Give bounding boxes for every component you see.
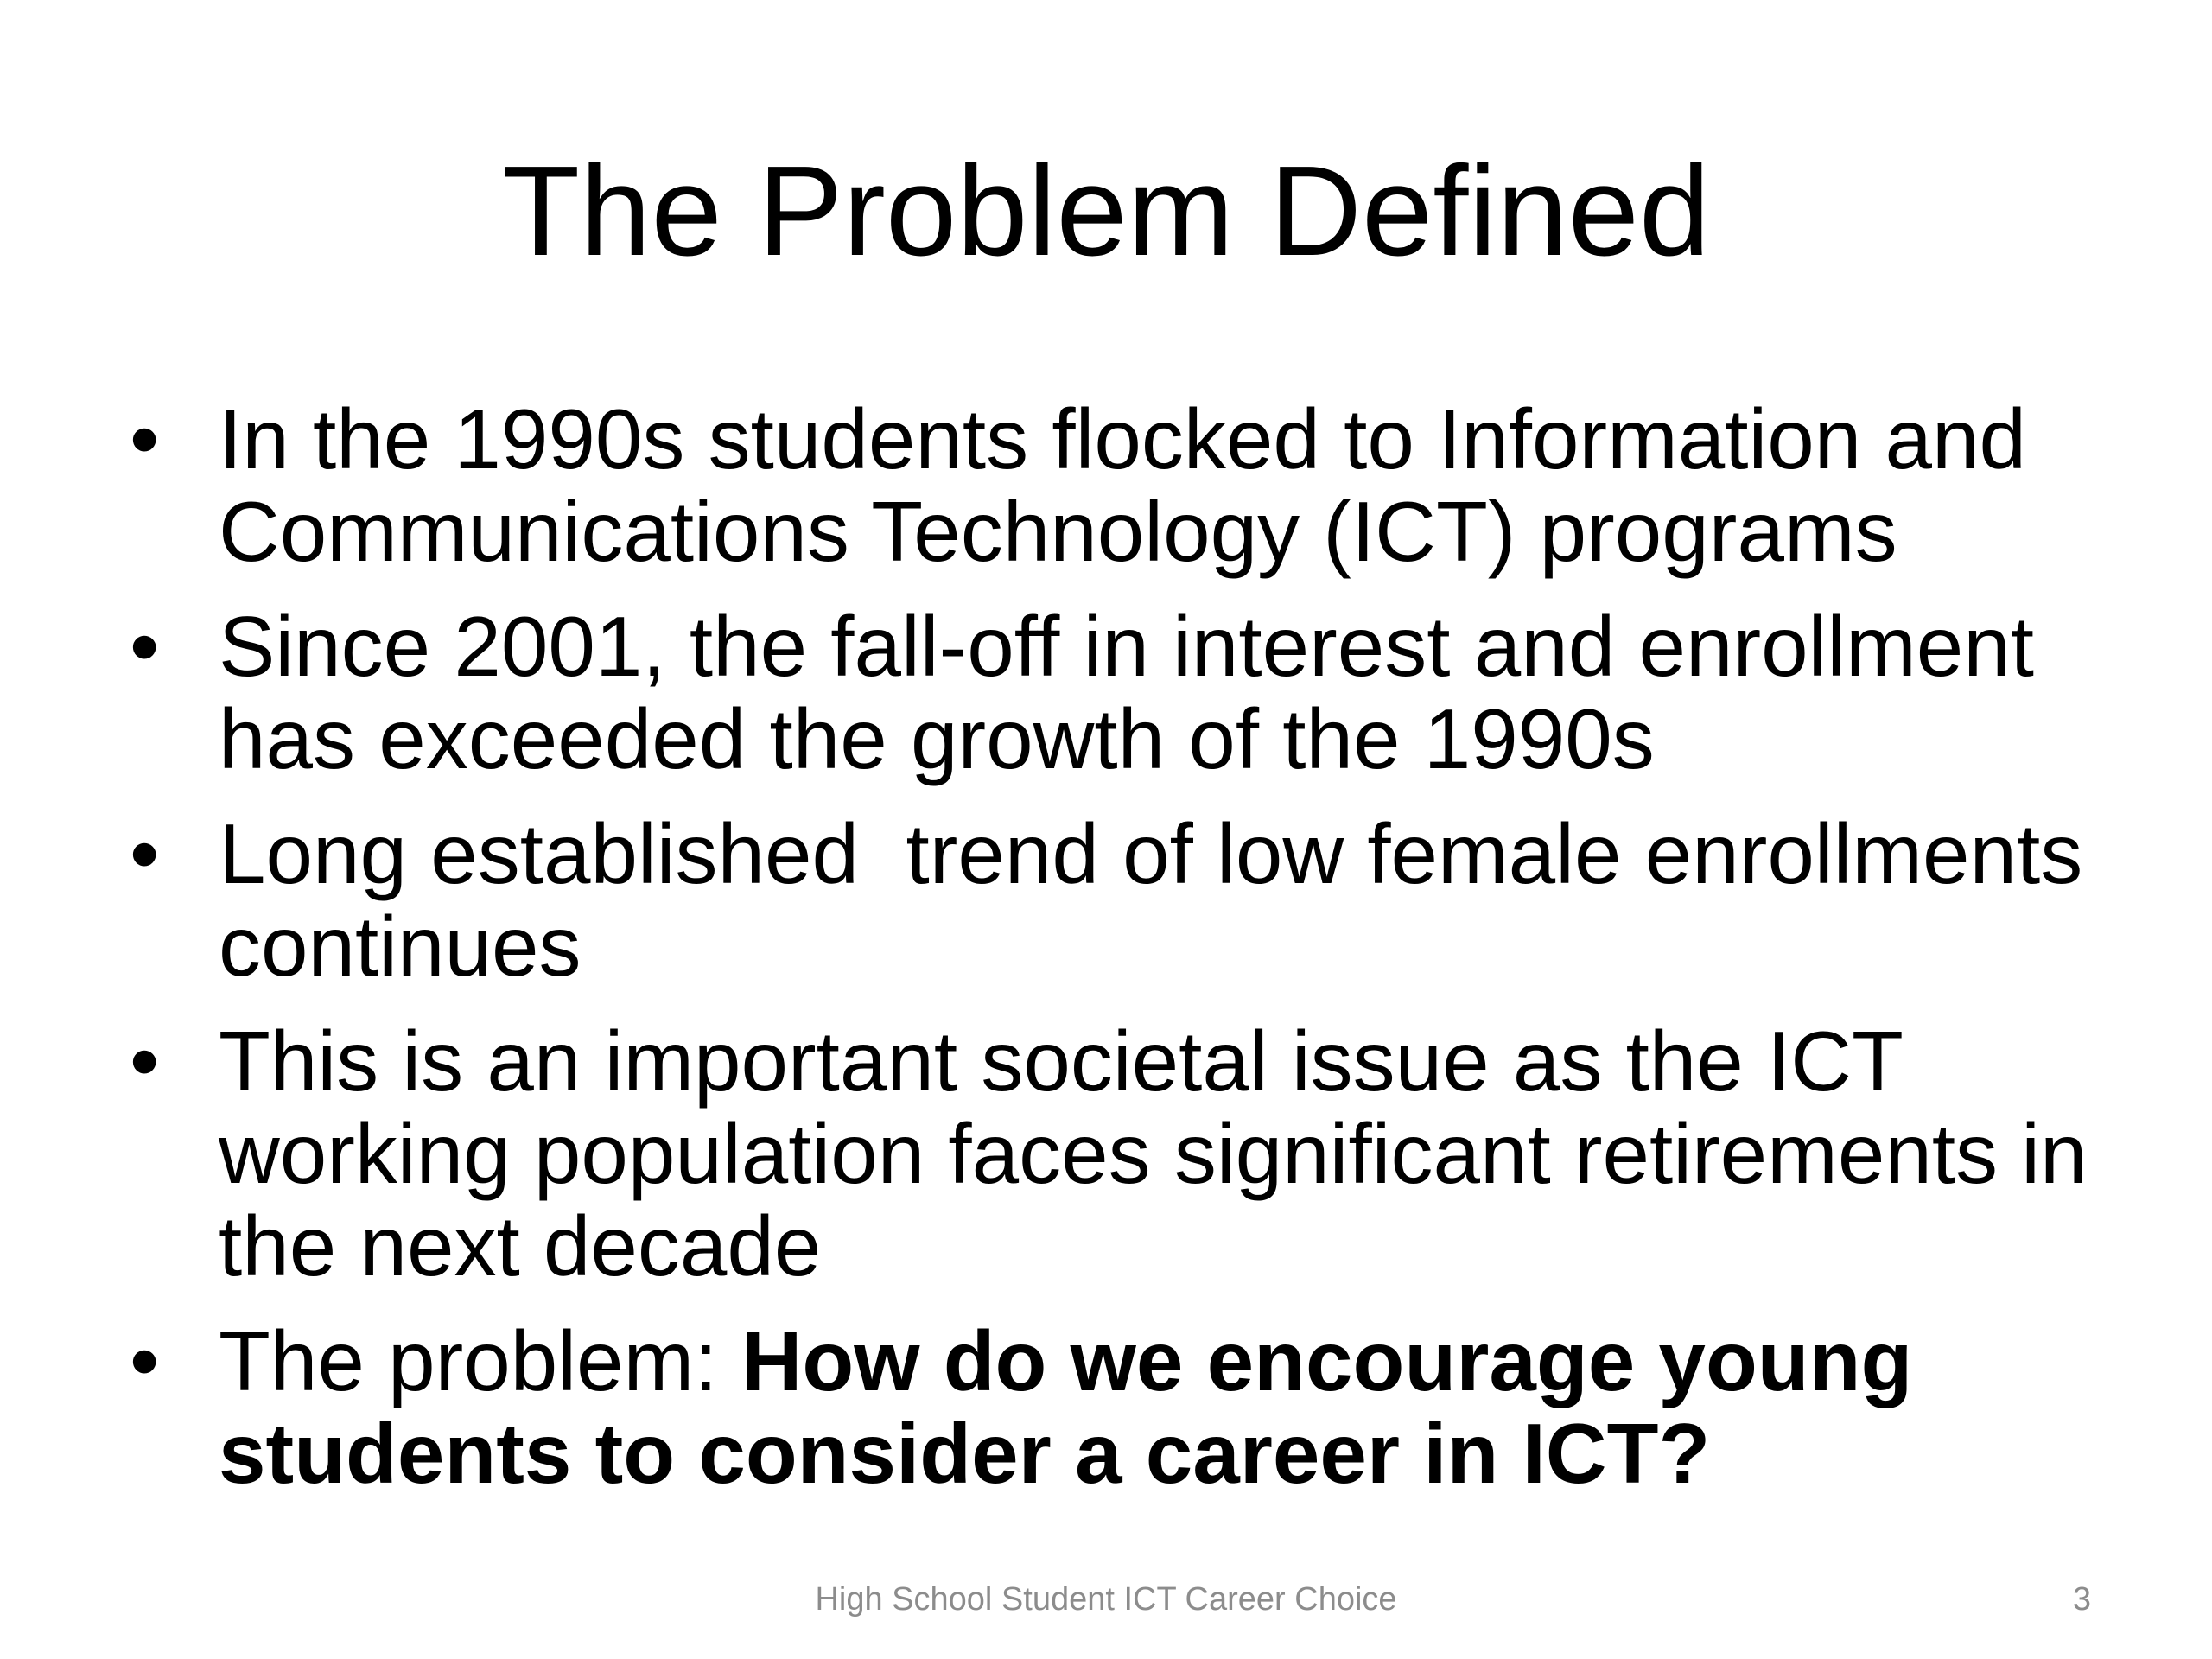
problem-question: How do we encourage young students to consider a career in ICT? bbox=[219, 1313, 1913, 1501]
bullet-item-problem-statement bbox=[130, 1315, 2108, 1500]
slide-number: 3 bbox=[2072, 1581, 2091, 1618]
bullet-icon: • bbox=[130, 1313, 160, 1408]
bullet-icon: • bbox=[130, 806, 160, 901]
slide-title: The Problem Defined bbox=[501, 140, 1711, 283]
bullet-item-female-enrollment bbox=[130, 808, 2108, 993]
bullet-icon: • bbox=[130, 1014, 160, 1109]
bullet-text: This is an important societal issue as the ICT working population faces significant retirements in the next decade bbox=[219, 1014, 2088, 1294]
bullet-icon: • bbox=[130, 391, 160, 486]
problem-prefix: The problem: bbox=[219, 1313, 741, 1408]
bullet-item-societal-issue bbox=[130, 1015, 2108, 1293]
bullet-text: In the 1990s students flocked to Information and Communications Technology (ICT) programs bbox=[219, 391, 2027, 579]
slide-footer: High School Student ICT Career Choice bbox=[815, 1581, 1397, 1618]
bullet-list bbox=[130, 393, 2108, 1522]
bullet-text: Since 2001, the fall-off in interest and enrollment has exceeded the growth of the 1990s bbox=[219, 599, 2035, 786]
bullet-text: Long established trend of low female enrollments continues bbox=[219, 806, 2107, 994]
bullet-item-1990s bbox=[130, 393, 2108, 578]
bullet-icon: • bbox=[130, 599, 160, 694]
bullet-item-since-2001 bbox=[130, 601, 2108, 785]
